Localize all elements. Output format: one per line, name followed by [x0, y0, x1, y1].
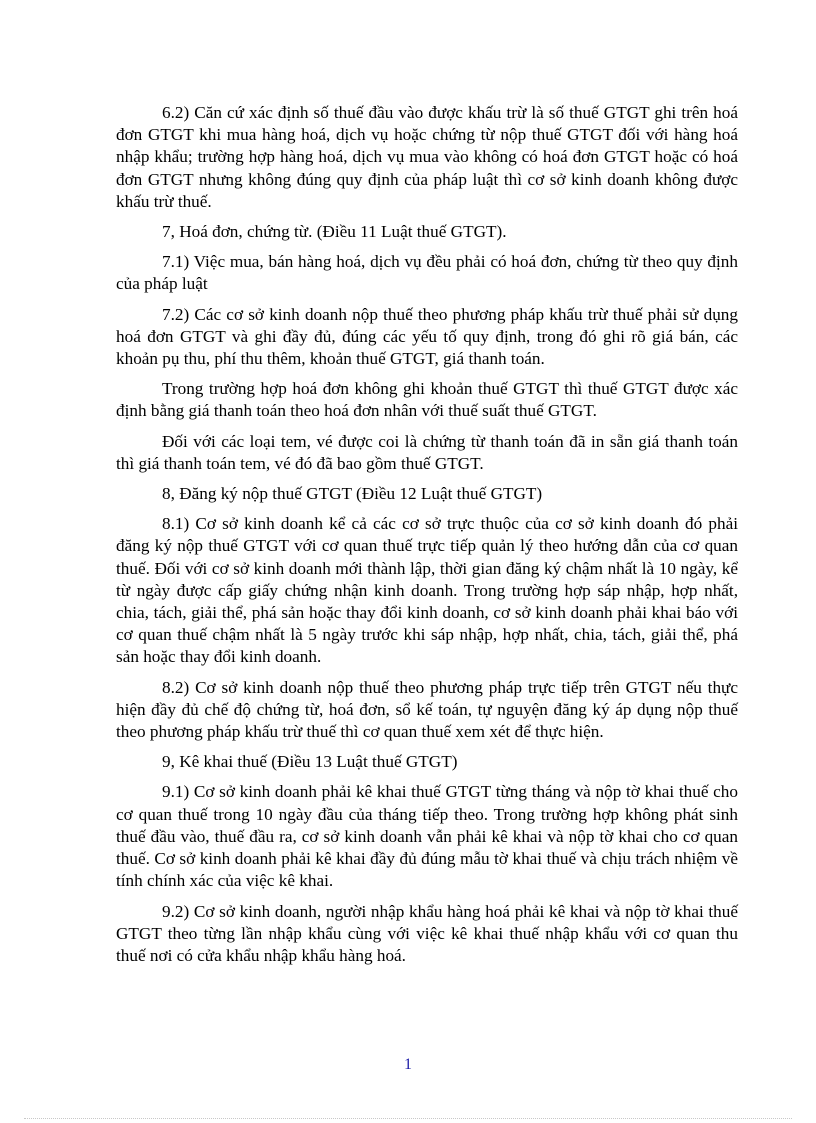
page-bottom-divider: [24, 1118, 792, 1119]
document-body: [116, 102, 738, 975]
section-heading-7: 7, Hoá đơn, chứng từ. (Điều 11 Luật thuế GTGT).: [162, 222, 507, 242]
section-heading-8: 8, Đăng ký nộp thuế GTGT (Điều 12 Luật thuế GTGT): [162, 484, 543, 504]
paragraph-7-1: 7.1) Việc mua, bán hàng hoá, dịch vụ đều phải có hoá đơn, chứng từ theo quy định của pháp luật: [116, 252, 738, 294]
paragraph-8-1: 8.1) Cơ sở kinh doanh kể cả các cơ sở trực thuộc của cơ sở kinh doanh đó phải đăng ký nộp thuế GTGT với cơ quan thuế trực tiếp quản lý theo hướng dẫn của cơ quan thuế. Đối với cơ sở kinh doanh mới thành lập, thời gian đăng ký chậm nhất là 10 ngày, kể từ ngày được cấp giấy chứng nhận kinh doanh. Trong trường hợp sáp nhập, hợp nhất, chia, tách, giải thể, phá sản hoặc thay đổi kinh doanh, cơ sở kinh doanh phải khai báo với cơ quan thuế chậm nhất là 5 ngày trước khi sáp nhập, hợp nhất, chia, tách, giải thể, phá sản hoặc thay đổi kinh doanh.: [116, 514, 738, 667]
paragraph-9-2: 9.2) Cơ sở kinh doanh, người nhập khẩu hàng hoá phải kê khai và nộp tờ khai thuế GTGT theo từng lần nhập khẩu cùng với việc kê khai thuế nhập khẩu với cơ quan thu thuế nơi có cửa khẩu nhập khẩu hàng hoá.: [116, 901, 738, 965]
paragraph-7-2: 7.2) Các cơ sở kinh doanh nộp thuế theo phương pháp khấu trừ thuế phải sử dụng hoá đơn GTGT và ghi đầy đủ, đúng các yếu tố quy định, trong đó ghi rõ giá bán, các khoản pụ thu, phí thu thêm, khoản thuế GTGT, giá thanh toán.: [116, 304, 738, 369]
paragraph-9-1: 9.1) Cơ sở kinh doanh phải kê khai thuế GTGT từng tháng và nộp tờ khai thuế cho cơ quan thuế trong 10 ngày đầu của tháng tiếp theo. Trong trường hợp không phát sinh thuế đầu vào, thuế đầu ra, cơ sở kinh doanh vẫn phải kê khai và nộp tờ khai cho cơ quan thuế. Cơ sở kinh doanh phải kê khai đầy đủ đúng mẫu tờ khai thuế và chịu trách nhiệm về tính chính xác của việc kê khai.: [116, 782, 738, 891]
page-number: 1: [404, 1056, 412, 1073]
paragraph-7-2-stamps: Đối với các loại tem, vé được coi là chứng từ thanh toán đã in sẵn giá thanh toán thì giá thanh toán tem, vé đó đã bao gồm thuế GTGT.: [116, 431, 738, 473]
paragraph-7-2-continued: Trong trường hợp hoá đơn không ghi khoản thuế GTGT thì thuế GTGT được xác định bằng giá thanh toán theo hoá đơn nhân với thuế suất thuế GTGT.: [116, 379, 738, 421]
paragraph-8-2: 8.2) Cơ sở kinh doanh nộp thuế theo phương pháp trực tiếp trên GTGT nếu thực hiện đầy đủ chế độ chứng từ, hoá đơn, sổ kế toán, tự nguyện đăng ký áp dụng nộp thuế theo phương pháp khấu trừ thuế thì cơ quan thuế xem xét để thực hiện.: [116, 677, 738, 742]
section-heading-9: 9, Kê khai thuế (Điều 13 Luật thuế GTGT): [162, 752, 458, 772]
paragraph-6-2: 6.2) Căn cứ xác định số thuế đầu vào được khấu trừ là số thuế GTGT ghi trên hoá đơn GTGT khi mua hàng hoá, dịch vụ hoặc chứng từ nộp thuế GTGT đối với hàng hoá nhập khẩu; trường hợp hàng hoá, dịch vụ mua vào không có hoá đơn GTGT hoặc có hoá đơn GTGT nhưng không đúng quy định của pháp luật thì cơ sở kinh doanh không được khấu trừ thuế.: [116, 103, 738, 211]
